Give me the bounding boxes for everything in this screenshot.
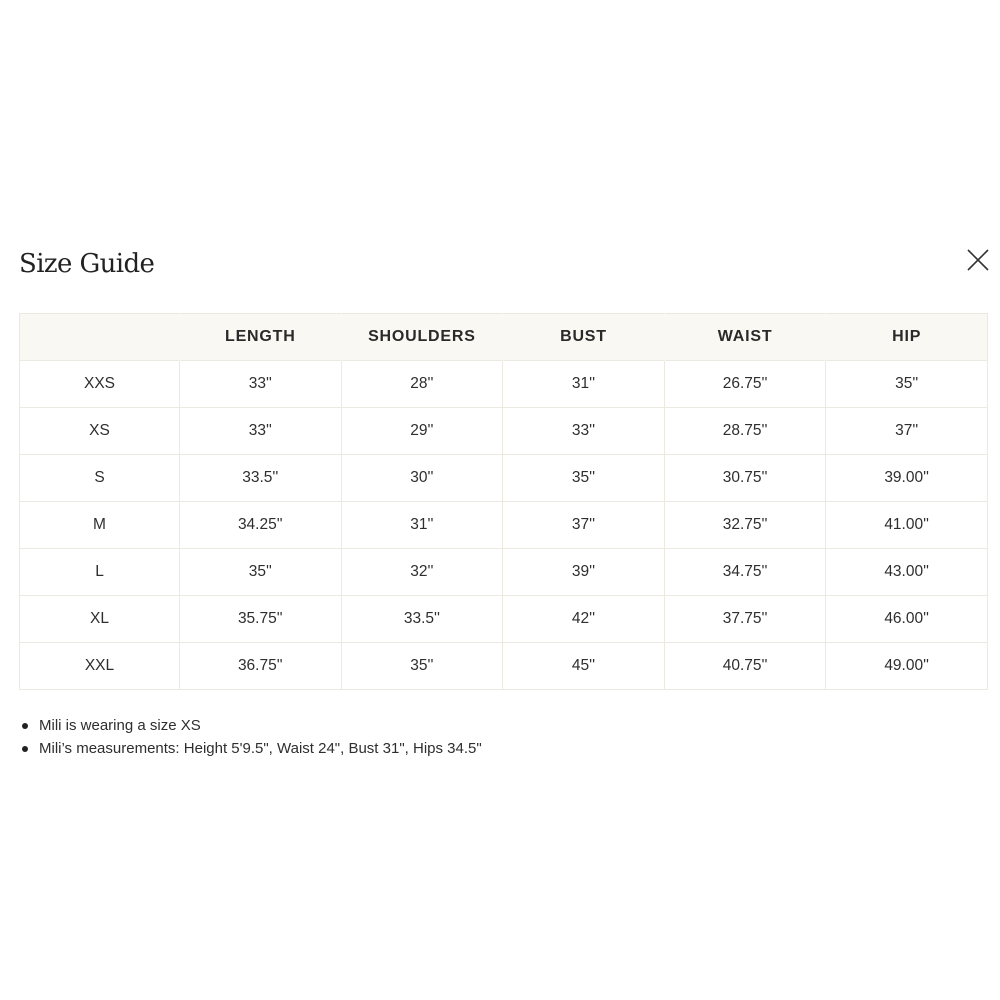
shoulders-cell: 32'' <box>341 549 503 596</box>
header-cell-shoulders: SHOULDERS <box>341 314 503 361</box>
size-label-cell: S <box>20 455 180 502</box>
length-cell: 36.75'' <box>180 643 342 690</box>
table-row <box>20 361 988 408</box>
waist-cell: 28.75'' <box>664 408 826 455</box>
shoulders-cell: 33.5'' <box>341 596 503 643</box>
bust-cell: 45'' <box>503 643 665 690</box>
length-cell: 33'' <box>180 408 342 455</box>
header-cell-length: LENGTH <box>180 314 342 361</box>
size-label-cell: M <box>20 502 180 549</box>
size-label-cell: XXS <box>20 361 180 408</box>
waist-cell: 40.75'' <box>664 643 826 690</box>
header-cell-hip: HIP <box>826 314 988 361</box>
header-cell-size <box>20 314 180 361</box>
modal-title: Size Guide <box>19 249 155 279</box>
length-cell: 33'' <box>180 361 342 408</box>
waist-cell: 32.75'' <box>664 502 826 549</box>
table-row <box>20 643 988 690</box>
bullet-icon <box>22 723 28 729</box>
hip-cell: 41.00'' <box>826 502 988 549</box>
hip-cell: 43.00'' <box>826 549 988 596</box>
close-icon <box>967 249 989 271</box>
size-label-cell: XXL <box>20 643 180 690</box>
hip-cell: 49.00'' <box>826 643 988 690</box>
size-table <box>19 313 988 690</box>
length-cell: 33.5'' <box>180 455 342 502</box>
shoulders-cell: 30'' <box>341 455 503 502</box>
length-cell: 35.75'' <box>180 596 342 643</box>
hip-cell: 35'' <box>826 361 988 408</box>
bust-cell: 33'' <box>503 408 665 455</box>
waist-cell: 37.75'' <box>664 596 826 643</box>
list-item <box>19 714 482 737</box>
size-label-cell: XL <box>20 596 180 643</box>
shoulders-cell: 29'' <box>341 408 503 455</box>
bust-cell: 42'' <box>503 596 665 643</box>
hip-cell: 39.00'' <box>826 455 988 502</box>
close-button[interactable] <box>962 244 994 276</box>
hip-cell: 46.00'' <box>826 596 988 643</box>
length-cell: 35'' <box>180 549 342 596</box>
table-header-row <box>20 314 988 361</box>
table-row <box>20 408 988 455</box>
waist-cell: 26.75'' <box>664 361 826 408</box>
table-row <box>20 596 988 643</box>
header-cell-waist: WAIST <box>664 314 826 361</box>
size-label-cell: XS <box>20 408 180 455</box>
bust-cell: 35'' <box>503 455 665 502</box>
header-cell-bust: BUST <box>503 314 665 361</box>
note-text: Mili is wearing a size XS <box>39 717 201 734</box>
bust-cell: 31'' <box>503 361 665 408</box>
shoulders-cell: 28'' <box>341 361 503 408</box>
bust-cell: 37'' <box>503 502 665 549</box>
shoulders-cell: 35'' <box>341 643 503 690</box>
hip-cell: 37'' <box>826 408 988 455</box>
bullet-icon <box>22 746 28 752</box>
table-row <box>20 455 988 502</box>
length-cell: 34.25'' <box>180 502 342 549</box>
notes-list <box>19 714 482 760</box>
list-item <box>19 737 482 760</box>
waist-cell: 30.75'' <box>664 455 826 502</box>
bust-cell: 39'' <box>503 549 665 596</box>
size-label-cell: L <box>20 549 180 596</box>
table-row <box>20 549 988 596</box>
note-text: Mili’s measurements: Height 5'9.5", Waist 24", Bust 31", Hips 34.5" <box>39 740 482 757</box>
waist-cell: 34.75'' <box>664 549 826 596</box>
shoulders-cell: 31'' <box>341 502 503 549</box>
table-row <box>20 502 988 549</box>
